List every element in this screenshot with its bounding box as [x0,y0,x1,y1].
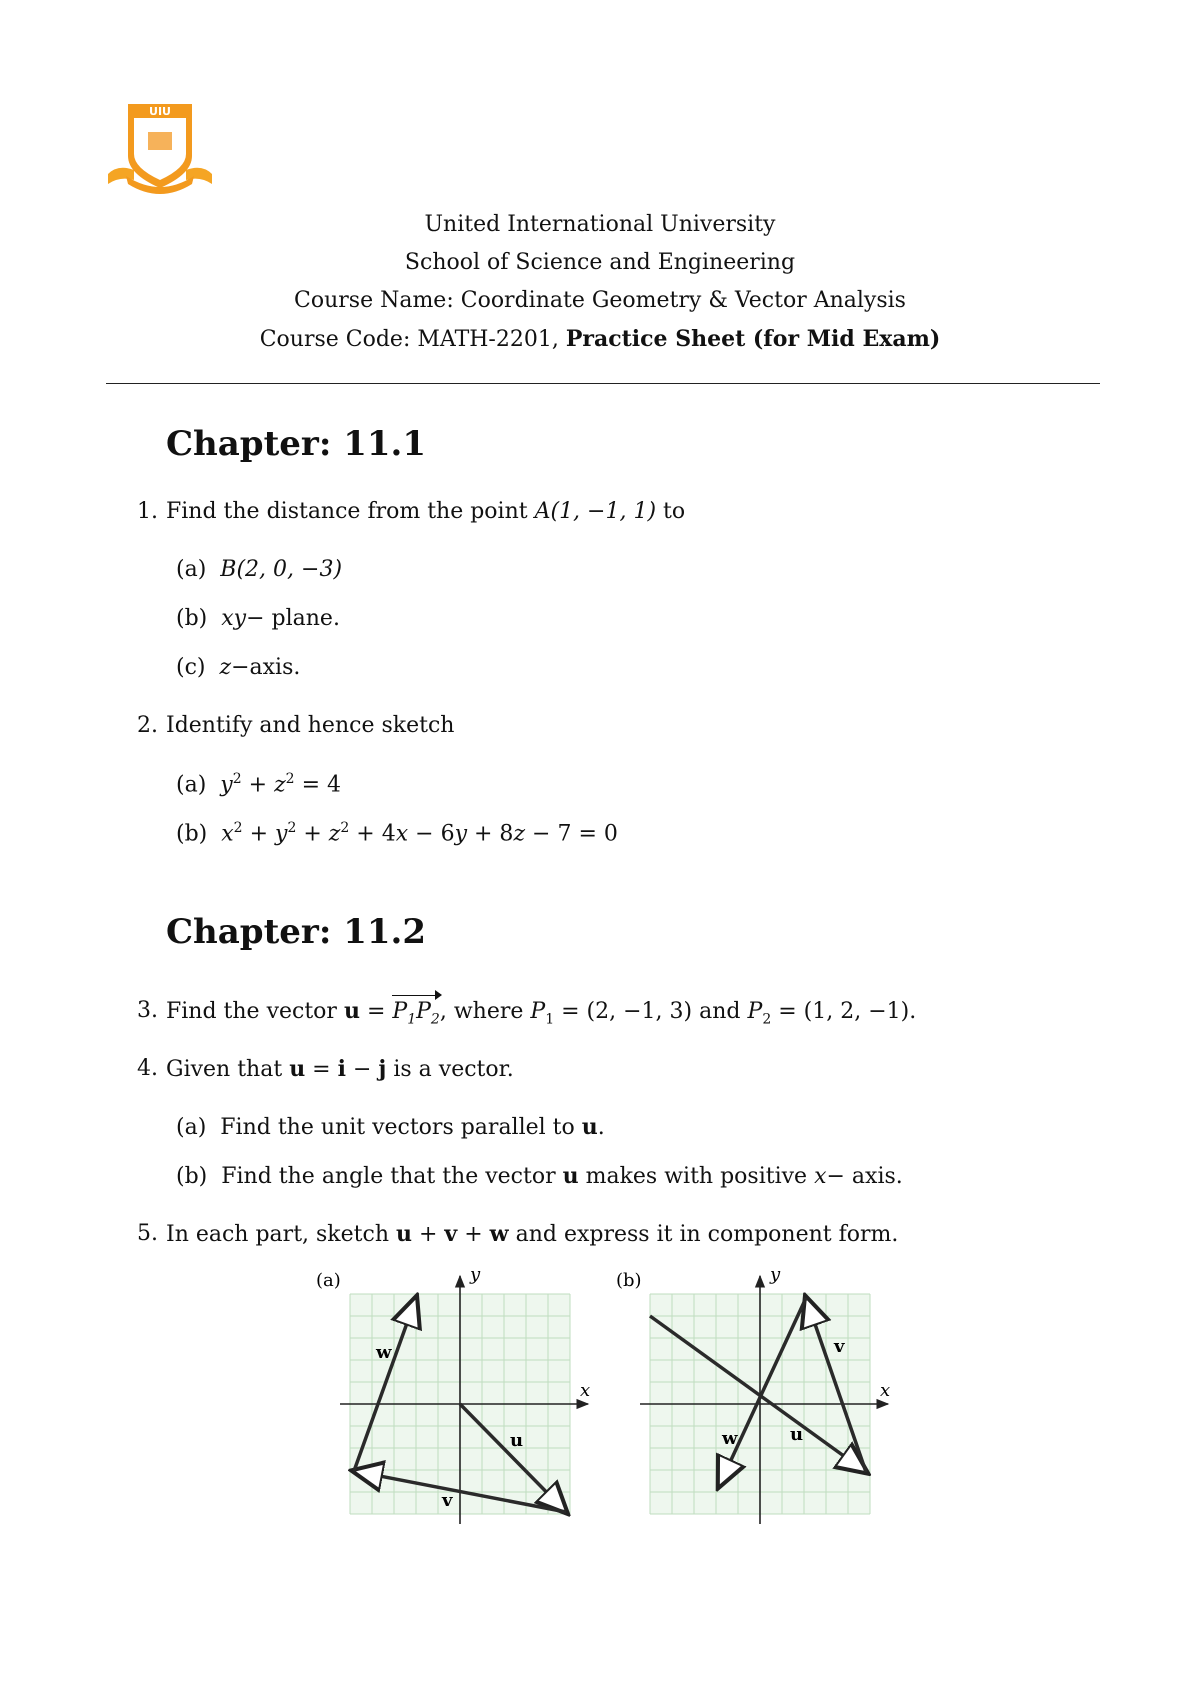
chapter-heading-11-2: Chapter: 11.2 [166,912,427,952]
q4-part-a: (a) Find the unit vectors parallel to u. [176,1114,605,1140]
question-3-text: Find the vector $u = P_1P_2$, where $P_1 = (2$, −1, 3) and $P_2 = (1$, 2, −1). [166,998,917,1028]
question-4-text: Given that u = i − j is a vector. [166,1056,514,1082]
question-number: 4. [137,1056,158,1081]
vector-figure-b [610,1262,900,1524]
course-code-line [0,326,1200,352]
question-number: 5. [137,1221,158,1246]
x-axis-label: x [880,1380,891,1401]
question-number: 2. [137,713,158,738]
question-1-text: Find the distance from the point A(1, −1, 1) to [166,499,686,524]
q1-part-a: (a) B(2, 0, −3) [176,557,343,582]
vector-u-label: u [510,1430,524,1451]
course-code: Course Code: MATH-2201, [259,327,566,352]
header-divider [106,383,1100,384]
vector-w-label: w [376,1342,392,1363]
school-name: School of Science and Engineering [404,250,796,275]
vector-w-label: w [722,1428,738,1449]
y-axis-label: y [770,1264,781,1285]
q2-part-a: (a) $y^2 + z^2 = 4$ [176,771,342,798]
university-logo [106,104,214,196]
chapter-heading-11-1: Chapter: 11.1 [166,424,427,464]
figure-b-label: (b) [616,1270,642,1291]
university-name: United International University [424,212,776,237]
q2-part-b: (b) $x^2 + y^2 + z^2 + 4x - 6y + 8z - 7 = 0$ [176,820,618,847]
q4-part-b: (b) Find the angle that the vector u makes with positive x− axis. [176,1163,903,1189]
x-axis-label: x [580,1380,591,1401]
y-axis-label: y [470,1264,481,1285]
vector-figure-a [310,1262,600,1524]
question-number: 3. [137,998,158,1023]
question-number: 1. [137,499,158,524]
question-2-text: Identify and hence sketch [166,713,455,738]
vector-u-label: u [790,1424,804,1445]
vector-v-label: v [834,1336,845,1357]
question-5-text: In each part, sketch u + v + w and express it in component form. [166,1221,899,1247]
q1-part-b: (b) xy− plane. [176,606,340,631]
course-name: Course Name: Coordinate Geometry & Vector Analysis [294,288,906,313]
vector-v-label: v [442,1490,453,1511]
practice-sheet-title: Practice Sheet (for Mid Exam) [565,326,941,352]
q1-part-c: (c) z−axis. [176,655,301,680]
svg-text:UIU: UIU [149,105,171,118]
figure-a-label: (a) [316,1270,341,1291]
